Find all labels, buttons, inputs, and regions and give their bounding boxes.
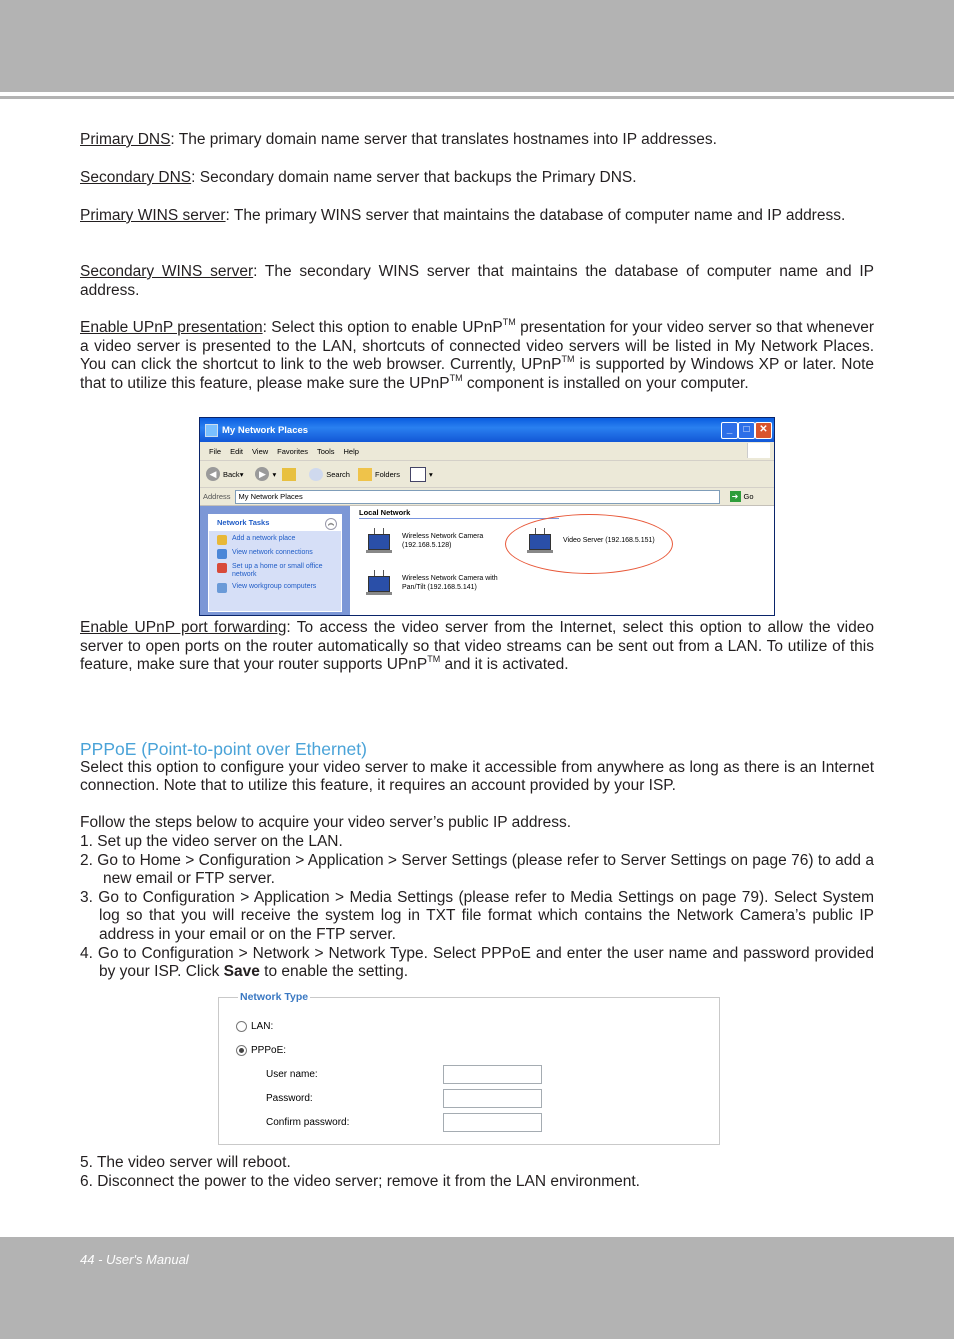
network-tasks-title: Network Tasks	[217, 518, 270, 527]
menu-file[interactable]: File	[209, 446, 222, 456]
pppoe-follow: Follow the steps below to acquire your video server’s public IP address.	[80, 814, 572, 832]
network-tasks-pane	[208, 514, 342, 612]
close-icon[interactable]: ✕	[755, 422, 772, 439]
def-text: : Secondary domain name server that backups the Primary DNS.	[191, 169, 637, 186]
highlight-oval	[505, 514, 673, 574]
pppoe-section	[80, 740, 874, 982]
search-icon	[309, 468, 323, 481]
step-5: 5. The video server will reboot.	[80, 1154, 291, 1171]
upnp-presentation-def	[80, 319, 874, 393]
task-label: View network connections	[232, 549, 313, 556]
folders-label: Folders	[374, 469, 400, 479]
primary-wins-def	[80, 207, 874, 226]
pppoe-title: PPPoE (Point-to-point over Ethernet)	[80, 739, 367, 759]
go-arrow-icon: ➜	[730, 491, 741, 502]
step-1: 1. Set up the video server on the LAN.	[80, 832, 343, 850]
window-body	[200, 506, 774, 616]
address-label: Address	[203, 492, 231, 501]
confirm-password-input[interactable]	[443, 1113, 542, 1132]
connections-icon	[217, 549, 227, 559]
address-bar	[200, 488, 774, 506]
term: Primary WINS server	[80, 207, 226, 224]
views-button[interactable]: ▾	[410, 467, 433, 482]
def-text: : Select this option to enable UPnP	[262, 319, 503, 336]
window-title: My Network Places	[222, 424, 309, 436]
task-view-connections[interactable]	[217, 549, 341, 559]
step-text: 4. Go to Configuration > Network > Network Type. Select PPPoE and enter the user name and password provided by your ISP. Click	[80, 944, 874, 981]
pppoe-label: PPPoE:	[251, 1045, 287, 1056]
device-ip: Pan/Tilt (192.168.5.141)	[402, 583, 477, 591]
def-text: and it is activated.	[440, 656, 569, 674]
collapse-chevron-icon[interactable]: ︽	[325, 518, 337, 530]
task-setup-home-network[interactable]	[217, 563, 341, 579]
forward-button[interactable]: ▶ ▾	[255, 467, 276, 481]
device-monitor-icon	[364, 528, 394, 554]
views-icon	[410, 467, 426, 482]
def-text: : The primary WINS server that maintains the database of computer name and IP address.	[225, 207, 846, 224]
term: Primary DNS	[80, 131, 171, 148]
secondary-wins-def	[80, 263, 874, 300]
device-name: Wireless Network Camera	[402, 533, 484, 540]
term: Secondary DNS	[80, 169, 192, 186]
def-text: : The secondary WINS server that maintains the database of computer name and IP address.	[80, 263, 874, 299]
minimize-icon[interactable]: _	[721, 422, 738, 439]
lan-label: LAN:	[251, 1021, 274, 1032]
toolbar	[200, 461, 774, 488]
pppoe-intro: Select this option to configure your video server to make it accessible from anywhere as long as there is an Internet connection. Note that to utilize this feature, it requires an account provided by your ISP.	[80, 758, 874, 795]
task-sidebar	[200, 506, 350, 616]
menu-view[interactable]: View	[252, 446, 269, 456]
tm-mark: TM	[427, 654, 441, 665]
device-name: Video Server (192.168.5.151)	[563, 537, 655, 544]
windows-flag-icon	[747, 443, 770, 458]
folders-icon	[358, 468, 372, 481]
user-name-label: User name:	[266, 1069, 318, 1080]
menu-favorites[interactable]: Favorites	[277, 446, 308, 456]
network-type-panel	[218, 997, 720, 1145]
footer-page-label: 44 - User's Manual	[80, 1252, 189, 1267]
device-ip: (192.168.5.128)	[402, 541, 452, 549]
password-label: Password:	[266, 1093, 313, 1104]
back-label: Back	[223, 469, 240, 479]
term: Enable UPnP port forwarding	[80, 619, 287, 636]
header-rule	[0, 96, 954, 99]
secondary-dns-def	[80, 169, 874, 188]
task-view-workgroup[interactable]	[217, 583, 341, 593]
back-arrow-icon: ◀	[206, 467, 220, 481]
final-steps	[80, 1154, 874, 1191]
lan-radio[interactable]	[236, 1021, 247, 1032]
step-2: 2. Go to Home > Configuration > Application > Server Settings (please refer to Server Settings on page 76) to add a new email or FTP server.	[80, 851, 874, 888]
my-network-places-window	[199, 417, 775, 616]
confirm-password-label: Confirm password:	[266, 1117, 350, 1128]
def-text: is supported by Windows XP or later. Note that to utilize this feature, please make sure the UPnP	[80, 356, 875, 392]
folders-button[interactable]	[358, 468, 400, 481]
tm-mark: TM	[449, 372, 463, 383]
home-network-icon	[217, 563, 227, 573]
window-titlebar	[200, 418, 774, 442]
step-6: 6. Disconnect the power to the video server; remove it from the LAN environment.	[80, 1172, 640, 1190]
heading-rule	[359, 518, 559, 519]
search-button[interactable]	[309, 468, 350, 481]
task-label: View workgroup computers	[232, 583, 317, 590]
device-monitor-icon	[364, 570, 394, 596]
network-type-legend: Network Type	[240, 991, 309, 1003]
add-place-icon	[217, 535, 227, 545]
def-text: : To access the video server from the Internet, select this option to allow the video server to open ports on the router automatically so that video streams can be sent out from a LAN. To utilize of this feature, make sure that your router supports UPnP	[80, 619, 874, 674]
task-label: Set up a home or small office network	[232, 563, 323, 578]
task-label: Add a network place	[232, 535, 296, 542]
network-tasks-header[interactable]	[209, 515, 341, 531]
back-button[interactable]: ◀ Back ▾	[206, 467, 243, 481]
term: Enable UPnP presentation	[80, 319, 263, 336]
maximize-icon[interactable]: □	[738, 422, 755, 439]
local-network-heading: Local Network	[359, 508, 411, 517]
search-label: Search	[326, 469, 350, 479]
workgroup-icon	[217, 583, 227, 593]
step-4	[80, 945, 874, 982]
network-places-icon	[205, 424, 218, 437]
menu-bar	[200, 442, 774, 461]
def-text: : The primary domain name server that translates hostnames into IP addresses.	[170, 131, 717, 148]
menu-tools[interactable]: Tools	[317, 446, 335, 456]
step-text: to enable the setting.	[259, 963, 409, 981]
up-folder-icon	[282, 468, 296, 481]
step-3: 3. Go to Configuration > Application > Media Settings (please refer to Media Settings on page 79). Select System log so that you will receive the system log in TXT file format which contains the Network Camera’s public IP address in your email or on the FTP server.	[80, 888, 874, 943]
term: Secondary WINS server	[80, 263, 254, 280]
pppoe-radio[interactable]	[236, 1045, 247, 1056]
up-folder-button[interactable]	[282, 468, 299, 481]
device-wireless-camera[interactable]	[364, 528, 483, 554]
user-name-input[interactable]	[443, 1065, 542, 1084]
save-keyword: Save	[223, 963, 260, 981]
task-add-network-place[interactable]	[217, 535, 341, 545]
forward-arrow-icon: ▶	[255, 467, 269, 481]
go-button[interactable]	[730, 491, 754, 502]
address-input[interactable]: My Network Places	[235, 490, 720, 504]
menu-edit[interactable]: Edit	[230, 446, 244, 456]
primary-dns-def	[80, 131, 874, 150]
menu-help[interactable]: Help	[343, 446, 359, 456]
def-text: component is installed on your computer.	[462, 374, 749, 392]
tm-mark: TM	[561, 354, 575, 365]
device-name: Wireless Network Camera with	[402, 575, 498, 582]
def-text: presentation for your video server so that whenever a video server is presented to the LAN, shortcuts of connected video servers will be listed in My Network Places. You can click the shortcut to link to the web browser. Currently, UPnP	[80, 319, 874, 374]
header-band	[0, 0, 954, 92]
password-input[interactable]	[443, 1089, 542, 1108]
upnp-port-def	[80, 619, 874, 675]
tm-mark: TM	[502, 317, 516, 327]
device-wireless-camera-pantilt[interactable]	[364, 570, 498, 596]
go-label: Go	[743, 492, 754, 501]
